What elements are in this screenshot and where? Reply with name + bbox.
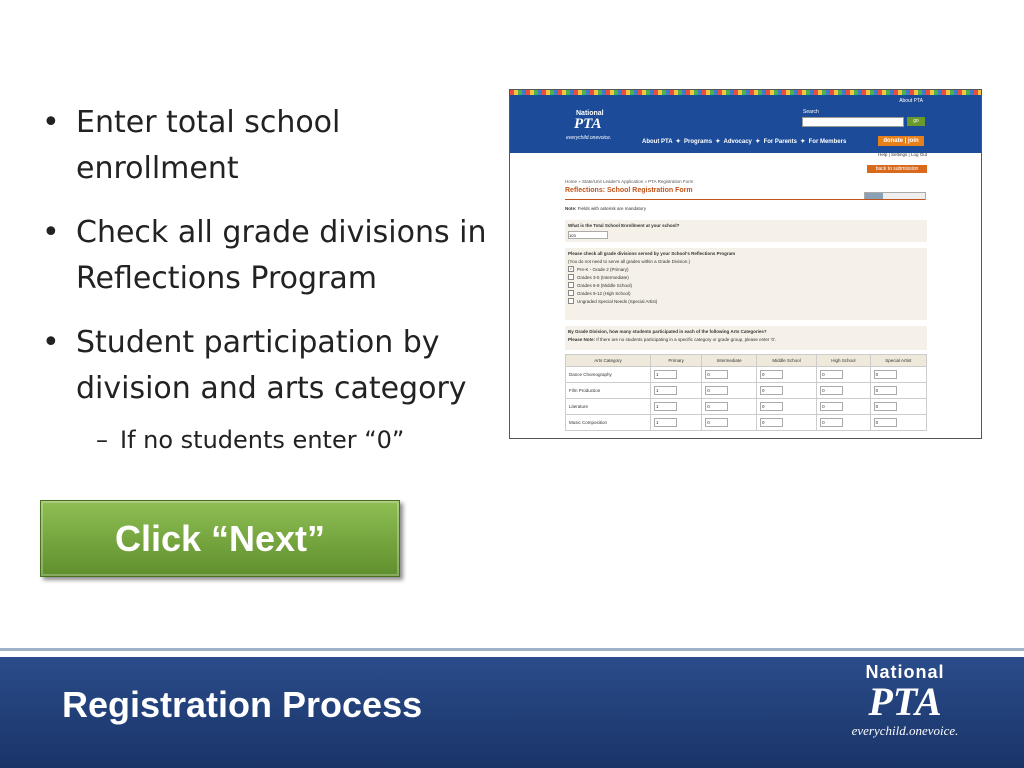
grade-option xyxy=(565,273,927,281)
count-input: 0 xyxy=(760,370,783,379)
back-to-submission-button: back to submission xyxy=(867,165,927,173)
about-link: About PTA xyxy=(899,98,923,104)
table-row xyxy=(566,399,927,415)
slide-title: Registration Process xyxy=(62,684,423,725)
enrollment-question: What is the Total School Enrollment at your school? xyxy=(568,223,680,228)
count-cell xyxy=(651,415,702,431)
site-header xyxy=(510,95,981,153)
search-label: Search xyxy=(803,109,819,115)
count-input: 0 xyxy=(705,402,728,411)
site-logo-name: National xyxy=(576,110,604,117)
count-cell xyxy=(817,399,870,415)
participation-table xyxy=(565,354,927,431)
bullet-enrollment: • Enter total school enrollment xyxy=(40,100,500,192)
grade-label: Ungraded Special Needs (Special Artist) xyxy=(577,298,658,304)
count-input: 0 xyxy=(874,402,897,411)
nav-about: About PTA xyxy=(642,139,673,145)
grades-note: (You do not need to serve all grades within a Grade Division.) xyxy=(568,259,691,264)
utility-links: Help | Settings | Log Out xyxy=(878,152,927,157)
divider xyxy=(565,199,925,200)
form-title: Reflections: School Registration Form xyxy=(565,187,693,194)
grade-division-section xyxy=(565,248,927,320)
count-input: 1 xyxy=(654,386,677,395)
participation-note: Please Note: If there are no students participating in a specific category or grade group, please enter '0'. xyxy=(568,337,777,342)
checkbox xyxy=(568,290,574,296)
nav-programs: Programs xyxy=(684,139,713,145)
participation-question: By Grade Division, how many students participated in each of the following Arts Categories? xyxy=(568,329,767,334)
checkbox xyxy=(568,298,574,304)
count-input: 0 xyxy=(705,386,728,395)
count-input: 0 xyxy=(705,418,728,427)
sub-bullet-zero: – If no students enter “0” xyxy=(40,422,500,458)
count-cell xyxy=(870,415,926,431)
count-cell xyxy=(817,415,870,431)
table-header: High School xyxy=(817,355,870,367)
site-logo-tagline: everychild.onevoice. xyxy=(566,135,612,141)
count-input: 0 xyxy=(760,402,783,411)
footer-banner xyxy=(0,648,1024,768)
count-cell xyxy=(702,415,757,431)
count-input: 0 xyxy=(760,386,783,395)
count-cell xyxy=(651,383,702,399)
footer-top-line xyxy=(0,648,1024,651)
grade-label: Pre-K - Grade 2 (Primary) xyxy=(577,266,629,272)
grade-label: Grades 3-5 (Intermediate) xyxy=(577,274,629,280)
arts-category: Film Production xyxy=(566,383,651,399)
bullet-list xyxy=(40,100,500,458)
count-input: 0 xyxy=(820,402,843,411)
nav-parents: For Parents xyxy=(763,139,797,145)
site-logo-pta: PTA xyxy=(574,116,602,132)
count-input: 1 xyxy=(654,370,677,379)
grade-label: Grades 9-12 (High School) xyxy=(577,290,631,296)
grade-option xyxy=(565,281,927,289)
grade-label: Grades 6-8 (Middle School) xyxy=(577,282,633,288)
count-input: 1 xyxy=(654,418,677,427)
count-input: 0 xyxy=(820,386,843,395)
checkbox: ✓ xyxy=(569,266,573,271)
count-cell xyxy=(870,367,926,383)
count-cell xyxy=(702,367,757,383)
count-cell xyxy=(870,399,926,415)
bullet-participation: • Student participation by division and arts category xyxy=(40,320,500,412)
donate-join-button: donate | join xyxy=(878,136,924,146)
table-header: Special Artist xyxy=(870,355,926,367)
count-input: 0 xyxy=(820,370,843,379)
table-row xyxy=(566,383,927,399)
table-row xyxy=(566,415,927,431)
table-header: Primary xyxy=(651,355,702,367)
count-input: 0 xyxy=(760,418,783,427)
participation-section xyxy=(565,326,927,350)
table-header: Middle School xyxy=(756,355,816,367)
checkbox xyxy=(568,282,574,288)
count-cell xyxy=(756,367,816,383)
count-input: 0 xyxy=(705,370,728,379)
checkbox xyxy=(568,274,574,280)
site-nav: About PTA ✦ Programs ✦ Advocacy ✦ For Parents ✦ For Members xyxy=(642,139,847,145)
arts-category: Literature xyxy=(566,399,651,415)
registration-form-screenshot xyxy=(509,89,982,439)
arts-category: Dance Choreography xyxy=(566,367,651,383)
mandatory-note: Note: Fields with asterisk are mandatory xyxy=(565,206,647,211)
enrollment-section xyxy=(565,220,927,242)
count-cell xyxy=(651,367,702,383)
count-input: 0 xyxy=(874,418,897,427)
nav-members: For Members xyxy=(808,139,847,145)
click-next-callout: Click “Next” xyxy=(40,500,400,577)
table-header: Arts Category xyxy=(566,355,651,367)
arts-category: Music Composition xyxy=(566,415,651,431)
count-input: 0 xyxy=(874,370,897,379)
count-cell xyxy=(651,399,702,415)
grades-question: Please check all grade divisions served by your School's Reflections Program xyxy=(568,251,736,256)
bullet-grade-divisions: • Check all grade divisions in Reflections Program xyxy=(40,210,500,302)
count-cell xyxy=(756,415,816,431)
grade-option xyxy=(565,289,927,297)
count-cell xyxy=(702,383,757,399)
count-input: 0 xyxy=(820,418,843,427)
national-pta-logo: National PTA everychild.onevoice. xyxy=(851,662,959,738)
search-input xyxy=(802,117,904,127)
nav-advocacy: Advocacy xyxy=(723,139,752,145)
table-row xyxy=(566,367,927,383)
count-cell xyxy=(870,383,926,399)
grade-option xyxy=(565,297,927,305)
enrollment-input xyxy=(568,231,608,239)
count-cell xyxy=(702,399,757,415)
count-cell xyxy=(817,367,870,383)
go-button: go xyxy=(907,117,925,126)
grade-option xyxy=(565,265,927,273)
count-input: 0 xyxy=(874,386,897,395)
count-input: 1 xyxy=(654,402,677,411)
table-header: Intermediate xyxy=(702,355,757,367)
breadcrumb: Home » State/Unit Leader's Application » PTA Registration Form xyxy=(565,179,694,184)
count-cell xyxy=(756,399,816,415)
count-cell xyxy=(756,383,816,399)
count-cell xyxy=(817,383,870,399)
